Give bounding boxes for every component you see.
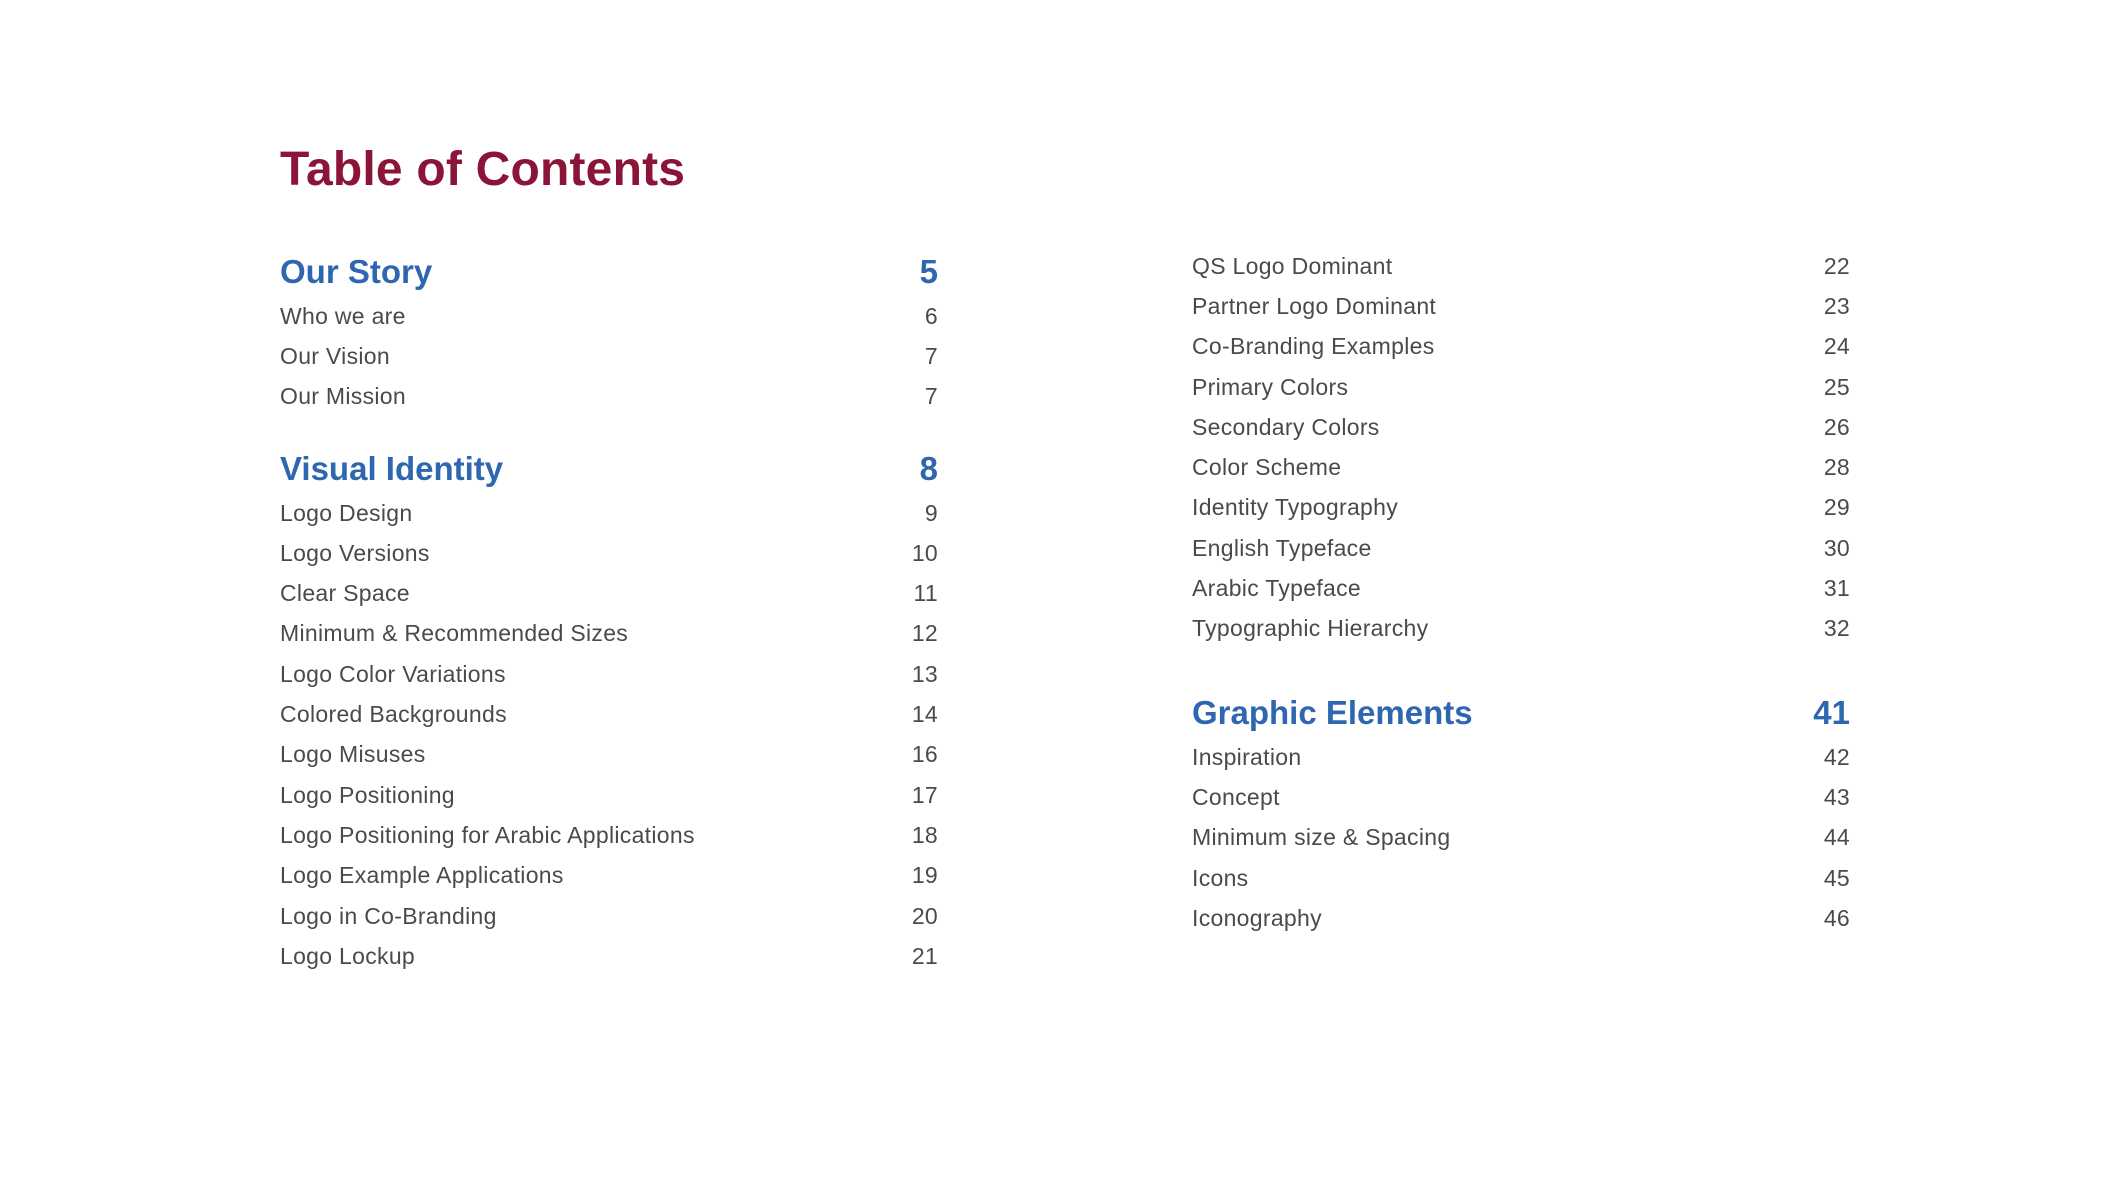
toc-entry[interactable] bbox=[280, 694, 938, 734]
entry-title: Logo in Co-Branding bbox=[280, 902, 497, 929]
toc-entry[interactable] bbox=[1192, 737, 1850, 777]
toc-entry[interactable] bbox=[280, 296, 938, 336]
entry-title: Our Vision bbox=[280, 342, 390, 369]
page-title: Table of Contents bbox=[280, 143, 686, 196]
toc-entry[interactable] bbox=[1192, 777, 1850, 817]
entry-page-number: 46 bbox=[1823, 904, 1850, 931]
section-title: Our Story bbox=[280, 253, 433, 290]
entry-title: English Typeface bbox=[1192, 534, 1372, 561]
entry-page-number: 22 bbox=[1823, 252, 1850, 279]
entry-title: Clear Space bbox=[280, 580, 410, 607]
entry-page-number: 19 bbox=[911, 862, 938, 889]
entry-title: Minimum size & Spacing bbox=[1192, 824, 1451, 851]
entry-page-number: 25 bbox=[1823, 373, 1850, 400]
toc-entry[interactable] bbox=[280, 377, 938, 417]
section-page-number: 5 bbox=[919, 253, 938, 290]
entry-title: Logo Versions bbox=[280, 539, 430, 566]
toc-entry[interactable] bbox=[1192, 528, 1850, 568]
entry-title: Icons bbox=[1192, 864, 1249, 891]
toc-entry[interactable] bbox=[280, 815, 938, 855]
section-page-number: 8 bbox=[919, 449, 938, 487]
toc-entry[interactable] bbox=[280, 614, 938, 654]
section-spacer bbox=[1192, 649, 1850, 689]
entry-page-number: 43 bbox=[1823, 783, 1850, 810]
entry-page-number: 7 bbox=[924, 383, 938, 410]
entry-title: Logo Color Variations bbox=[280, 660, 506, 687]
toc-entry[interactable] bbox=[1192, 898, 1850, 938]
toc-entry[interactable] bbox=[1192, 858, 1850, 898]
entry-title: Identity Typography bbox=[1192, 494, 1399, 521]
entry-page-number: 7 bbox=[924, 342, 938, 369]
toc-entry[interactable] bbox=[1192, 568, 1850, 608]
entry-title: Colored Backgrounds bbox=[280, 701, 507, 728]
entry-page-number: 17 bbox=[911, 781, 938, 808]
toc-entry[interactable] bbox=[280, 654, 938, 694]
entry-title: Logo Lockup bbox=[280, 942, 416, 969]
entry-title: Logo Misuses bbox=[280, 741, 426, 768]
entry-page-number: 29 bbox=[1823, 494, 1850, 521]
entry-page-number: 11 bbox=[913, 580, 938, 607]
toc-entry[interactable] bbox=[280, 936, 938, 976]
toc-entry[interactable] bbox=[280, 573, 938, 613]
toc-entry[interactable] bbox=[1192, 246, 1850, 286]
entry-page-number: 16 bbox=[911, 741, 938, 768]
entry-page-number: 9 bbox=[924, 499, 938, 526]
entry-title: Logo Positioning bbox=[280, 781, 455, 808]
toc-entry[interactable] bbox=[1192, 447, 1850, 487]
toc-entry[interactable] bbox=[280, 493, 938, 533]
entry-page-number: 14 bbox=[911, 701, 938, 728]
section-title: Visual Identity bbox=[280, 449, 504, 487]
entry-page-number: 12 bbox=[911, 620, 938, 647]
toc-entry[interactable] bbox=[1192, 488, 1850, 528]
toc-entry[interactable] bbox=[280, 533, 938, 573]
toc-entry[interactable] bbox=[280, 896, 938, 936]
entry-page-number: 32 bbox=[1823, 615, 1850, 642]
entry-title: Logo Positioning for Arabic Applications bbox=[280, 821, 695, 848]
toc-section-visual-identity[interactable] bbox=[280, 445, 938, 493]
entry-page-number: 31 bbox=[1823, 575, 1850, 602]
entry-page-number: 23 bbox=[1823, 292, 1850, 319]
toc-entry[interactable] bbox=[1192, 367, 1850, 407]
entry-page-number: 24 bbox=[1823, 333, 1850, 360]
entry-title: Logo Design bbox=[280, 499, 413, 526]
entry-title: Secondary Colors bbox=[1192, 413, 1380, 440]
entry-title: QS Logo Dominant bbox=[1192, 252, 1393, 279]
toc-entry[interactable] bbox=[280, 856, 938, 896]
entry-page-number: 45 bbox=[1823, 864, 1850, 891]
toc-entry[interactable] bbox=[1192, 327, 1850, 367]
toc-entry[interactable] bbox=[280, 735, 938, 775]
entry-title: Partner Logo Dominant bbox=[1192, 292, 1437, 319]
entry-page-number: 18 bbox=[911, 821, 938, 848]
entry-page-number: 44 bbox=[1823, 824, 1850, 851]
section-page-number: 41 bbox=[1813, 693, 1850, 731]
toc-section-our-story[interactable] bbox=[280, 248, 938, 296]
entry-title: Logo Example Applications bbox=[280, 862, 564, 889]
toc-entry[interactable] bbox=[1192, 818, 1850, 858]
entry-title: Arabic Typeface bbox=[1192, 575, 1362, 602]
entry-title: Minimum & Recommended Sizes bbox=[280, 620, 629, 647]
entry-page-number: 30 bbox=[1823, 534, 1850, 561]
entry-title: Co-Branding Examples bbox=[1192, 333, 1435, 360]
toc-section-graphic-elements[interactable] bbox=[1192, 689, 1850, 737]
entry-title: Primary Colors bbox=[1192, 373, 1349, 400]
toc-entry[interactable] bbox=[1192, 407, 1850, 447]
entry-page-number: 20 bbox=[911, 902, 938, 929]
toc-entry[interactable] bbox=[1192, 609, 1850, 649]
entry-page-number: 21 bbox=[911, 942, 938, 969]
toc-entry[interactable] bbox=[1192, 286, 1850, 326]
entry-page-number: 13 bbox=[911, 660, 938, 687]
toc-right-column bbox=[1192, 246, 1850, 938]
section-title: Graphic Elements bbox=[1192, 693, 1473, 731]
section-spacer bbox=[280, 417, 938, 445]
toc-entry[interactable] bbox=[280, 336, 938, 376]
entry-title: Color Scheme bbox=[1192, 454, 1342, 481]
entry-title: Iconography bbox=[1192, 904, 1322, 931]
entry-title: Typographic Hierarchy bbox=[1192, 615, 1429, 642]
entry-page-number: 28 bbox=[1823, 454, 1850, 481]
toc-left-column bbox=[280, 248, 938, 976]
entry-page-number: 42 bbox=[1823, 743, 1850, 770]
entry-title: Inspiration bbox=[1192, 743, 1302, 770]
entry-page-number: 6 bbox=[924, 302, 938, 329]
entry-page-number: 10 bbox=[911, 539, 938, 566]
entry-title: Who we are bbox=[280, 302, 406, 329]
entry-page-number: 26 bbox=[1823, 413, 1850, 440]
entry-title: Concept bbox=[1192, 783, 1280, 810]
toc-entry[interactable] bbox=[280, 775, 938, 815]
entry-title: Our Mission bbox=[280, 383, 406, 410]
